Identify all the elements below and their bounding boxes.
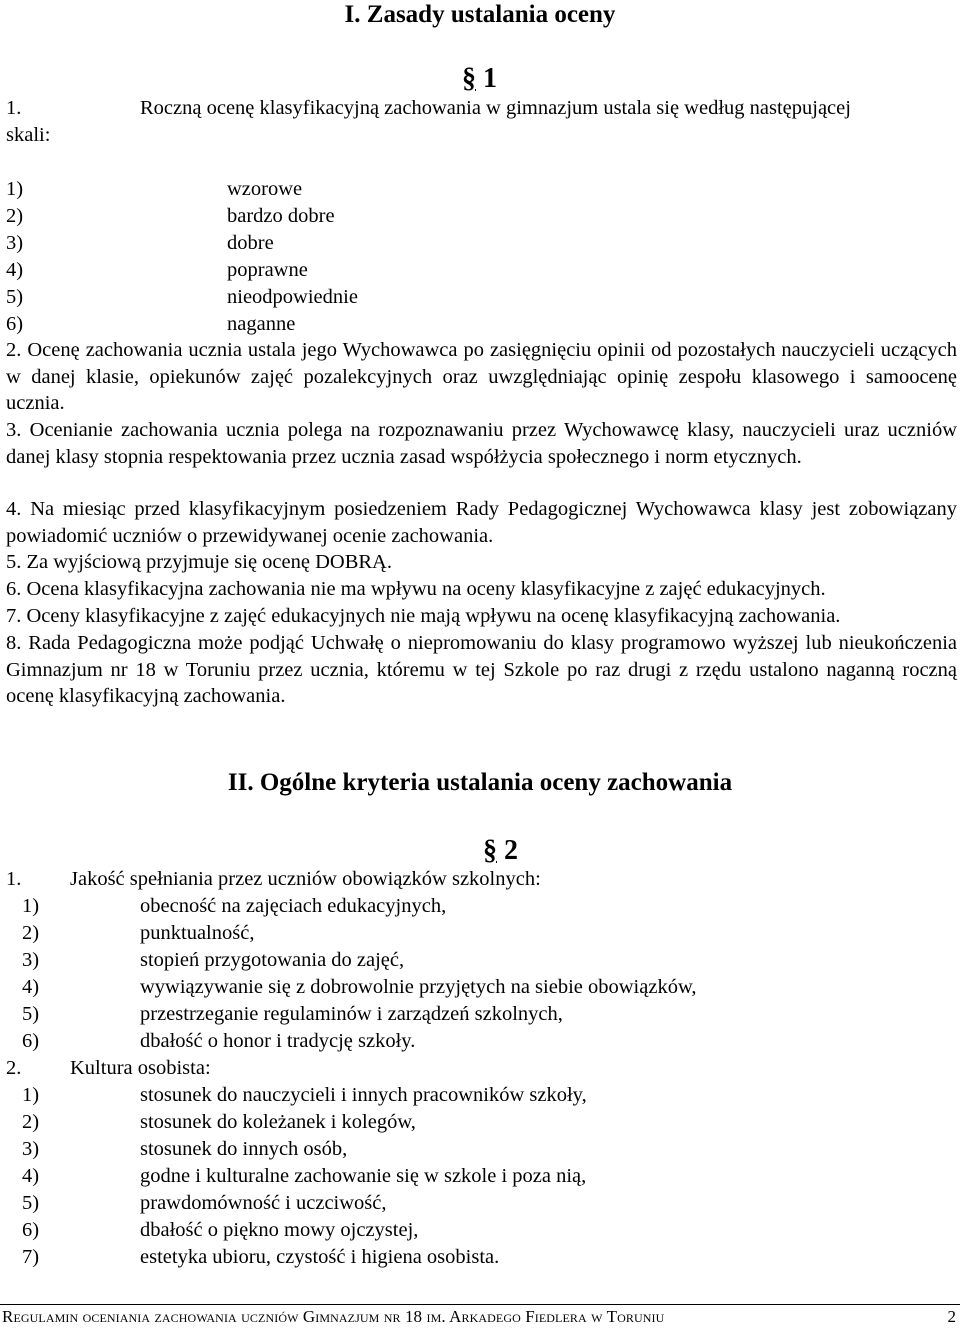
page-number: 2 [947,1307,956,1326]
criteria-item-text: punktualność, [140,922,255,944]
rule-paragraph [6,337,957,417]
criteria-item-text: obecność na zajęciach edukacyjnych, [140,895,447,917]
rule-number: 3. [6,419,22,441]
criteria-item-text: godne i kulturalne zachowanie się w szkole i poza nią, [140,1165,587,1187]
item-text-continued: skali: [6,124,51,146]
criteria-item-number: 2) [22,922,40,944]
criteria-item-number: 4) [22,976,40,998]
criteria-item-number: 5) [22,1003,40,1025]
criteria-item-text: estetyka ubioru, czystość i higiena osobista. [140,1246,500,1268]
rule-paragraph [6,549,392,575]
criteria-item-text: stosunek do koleżanek i kolegów, [140,1111,416,1133]
criteria-item-text: stosunek do innych osób, [140,1138,348,1160]
rule-text: Za wyjściową przyjmuje się ocenę DOBRĄ. [26,551,392,573]
scale-item-label: bardzo dobre [227,205,335,227]
rule-text: Ocenianie zachowania ucznia polega na rozpoznawaniu przez Wychowawcę klasy, nauczycieli uraz uczniów danej klasy stopnia respektowania przez ucznia zasad współżycia społecznego i norm etycznych. [6,419,957,468]
section-number: 1 [483,63,497,94]
scale-item-number: 5) [6,286,24,308]
item-text: Roczną ocenę klasyfikacyjną zachowania w gimnazjum ustala się według następującej [140,97,851,119]
scale-item-label: dobre [227,232,274,254]
scale-item-label: nieodpowiednie [227,286,358,308]
criteria-number: 2. [6,1057,22,1079]
criteria-item-number: 7) [22,1246,40,1268]
scale-item-label: naganne [227,313,296,335]
criteria-title: Jakość spełniania przez uczniów obowiązków szkolnych: [70,868,541,890]
criteria-item-number: 6) [22,1030,40,1052]
criteria-item-number: 1) [22,895,40,917]
rule-number: 4. [6,498,22,520]
paragraph-mark-2 [483,835,518,867]
criteria-item-text: prawdomówność i uczciwość, [140,1192,387,1214]
criteria-item-text: stopień przygotowania do zajęć, [140,949,405,971]
criteria-title: Kultura osobista: [70,1057,211,1079]
rule-number: 7. [6,605,22,627]
scale-item-number: 3) [6,232,24,254]
paragraph-mark-1 [462,63,497,95]
criteria-item-number: 3) [22,949,40,971]
rule-paragraph [6,630,957,710]
criteria-item-text: dbałość o honor i tradycję szkoły. [140,1030,416,1052]
rule-text: Ocena klasyfikacyjna zachowania nie ma wpływu na oceny klasyfikacyjne z zajęć edukacyjnych. [26,578,826,600]
criteria-item-text: stosunek do nauczycieli i innych pracowników szkoły, [140,1084,587,1106]
rule-number: 2. [6,339,22,361]
scale-item-number: 1) [6,178,24,200]
rule-text: Rada Pedagogiczna może podjąć Uchwałę o niepromowaniu do klasy programowo wyższej lub nieukończenia Gimnazjum nr 18 w Toruniu przez ucznia, któremu w tej Szkole po raz drugi z rzędu ustalono naganną roczną ocenę klasyfikacyjną zachowania. [6,632,957,708]
section-symbol: § [462,63,476,94]
section-number: 2 [504,835,518,866]
scale-item-number: 6) [6,313,24,335]
criteria-item-number: 2) [22,1111,40,1133]
criteria-item-text: wywiązywanie się z dobrowolnie przyjętych na siebie obowiązków, [140,976,697,998]
rule-number: 5. [6,551,22,573]
rule-paragraph [6,576,826,602]
criteria-item-number: 5) [22,1192,40,1214]
rule-paragraph [6,496,957,549]
item-number: 1. [6,97,22,119]
criteria-item-number: 6) [22,1219,40,1241]
rule-number: 6. [6,578,22,600]
scale-item-label: poprawne [227,259,308,281]
rule-text: Na miesiąc przed klasyfikacyjnym posiedzeniem Rady Pedagogicznej Wychowawca klasy jest zobowiązany powiadomić uczniów o przewidywanej ocenie zachowania. [6,498,958,547]
scale-item-label: wzorowe [227,178,303,200]
scale-item-number: 4) [6,259,24,281]
footer-title: Regulamin oceniania zachowania uczniów Gimnazjum nr 18 im. Arkadego Fiedlera w Toruniu [2,1307,665,1326]
rule-text: Ocenę zachowania ucznia ustala jego Wychowawca po zasięgnięciu opinii od pozostałych nauczycieli uczących w danej klasie, opiekunów zajęć pozalekcyjnych oraz uwzględniając opinię zespołu klasowego i samoocenę ucznia. [6,339,957,415]
criteria-item-number: 4) [22,1165,40,1187]
criteria-number: 1. [6,868,22,890]
rule-number: 8. [6,632,22,654]
section-symbol: § [483,835,497,866]
footer-rule [0,1304,960,1305]
rule-text: Oceny klasyfikacyjne z zajęć edukacyjnych nie mają wpływu na ocenę klasyfikacyjną zachowania. [26,605,841,627]
criteria-item-text: dbałość o piękno mowy ojczystej, [140,1219,419,1241]
section-heading-2: II. Ogólne kryteria ustalania oceny zachowania [227,769,733,796]
scale-item-number: 2) [6,205,24,227]
rule-paragraph [6,417,957,470]
criteria-item-number: 1) [22,1084,40,1106]
page-footer [0,1307,960,1329]
criteria-item-number: 3) [22,1138,40,1160]
section-heading-1: I. Zasady ustalania oceny [344,1,616,28]
criteria-item-text: przestrzeganie regulaminów i zarządzeń szkolnych, [140,1003,563,1025]
rule-paragraph [6,603,840,629]
